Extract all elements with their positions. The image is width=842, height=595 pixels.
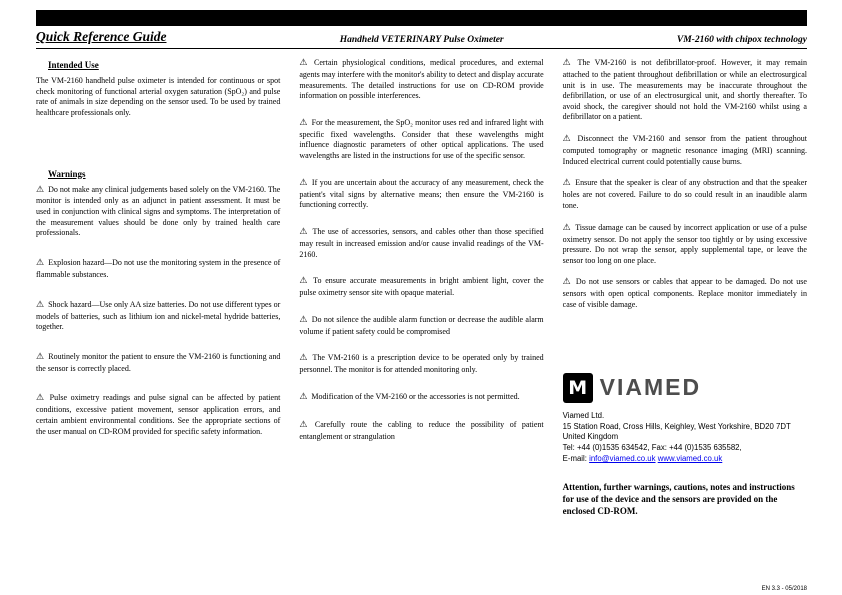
warning-text: Pulse oximetry readings and pulse signal can be affected by patient conditions, excessive patient movement, sensor application errors, and certain ambient environmental conditions. See the appropriate sections of the user manual on CD-ROM provided for specific safety information. [36,393,281,436]
warning-item [299,315,543,338]
warnings-heading: Warnings [48,168,86,179]
warning-item [563,277,807,310]
warning-text: Disconnect the VM-2160 and sensor from the patient throughout computed tomography or magnetic resonance imaging (MRI) scanning. Induced electrical current could potentially cause burns. [562,134,807,166]
warning-icon: ⚠ [299,276,310,287]
warning-item [36,258,280,281]
warning-icon: ⚠ [562,134,574,145]
document-subtitle: Handheld VETERINARY Pulse Oximeter [339,35,504,45]
warning-text: Explosion hazard—Do not use the monitoring system in the presence of flammable substances. [36,257,281,279]
warning-text: Modification of the VM-2160 or the accessories is not permitted. [311,391,520,401]
warning-text: Certain physiological conditions, medical procedures, and external agents may interfere with the monitor's ability to detect and display accurate measurements. The detailed instructions for use on CD-ROM provide information on possible interferences. [299,58,544,101]
warning-icon: ⚠ [299,391,308,402]
warning-text: Do not silence the audible alarm function or decrease the audible alarm volume if patient safety could be compromised [299,314,544,336]
warning-text: For the measurement, the SpO₂ monitor uses red and infrared light with specific fixed wavelengths. Consider that these wavelengths might influence diagnostic parameters of other optical applications. The used wavelengths are listed in the instructions for use of the specific sensor. [299,117,544,161]
warning-icon: ⚠ [36,351,45,362]
warning-text: Tissue damage can be caused by incorrect application or use of a pulse oximetry sensor. Do not apply the sensor too tightly or by using excessive pressure. Do not wrap the sensor, apply supplemental tape, or leave the sensor too long on one place. [562,222,807,265]
warning-icon: ⚠ [36,299,45,310]
warning-icon: ⚠ [562,222,572,233]
company-address-line2: United Kingdom [562,432,619,442]
company-address-line1: 15 Station Road, Cross Hills, Keighley, West Yorkshire, BD20 7DT [562,421,791,431]
warning-text: Carefully route the cabling to reduce the possibility of patient entanglement or strangulation [299,419,544,441]
warning-text: Shock hazard—Use only AA size batteries. Do not use different types or models of batteries, such as lithium ion and nickel-metal hydride batteries, together. [36,299,281,332]
company-name: Viamed Ltd. [562,410,605,420]
warning-item [299,353,543,376]
attention-note: Attention, further warnings, cautions, notes and instructions for use of the device and the sensors are provided on the enclosed CD-ROM. [562,482,795,517]
warning-text: Ensure that the speaker is clear of any obstruction and that the speaker holes are not covered. Failure to do so could result in an inaudible alarm tone. [562,178,807,210]
warning-item [563,134,807,167]
revision-label: EN 3.3 - 05/2018 [761,586,807,592]
content-columns [36,58,807,527]
warning-icon: ⚠ [36,184,45,195]
warning-text: The use of accessories, sensors, and cables other than those specified may result in increased emission and/or cause invalid readings of the VM-2160. [299,226,544,259]
company-contact-block [563,411,807,466]
warning-icon: ⚠ [299,117,308,128]
warning-icon: ⚠ [562,58,574,68]
warning-item [36,185,280,239]
warning-icon: ⚠ [299,419,311,430]
warning-icon: ⚠ [299,226,309,237]
warning-icon: ⚠ [299,177,308,188]
warning-icon: ⚠ [299,353,309,364]
warning-item [299,420,543,443]
warning-text: Do not make any clinical judgements based solely on the VM-2160. The monitor is intended only as an adjunct in patient assessment. It must be used in conjunction with clinical signs and symptoms. The interpretation of the measurement values should be done only by trained health care professionals. [36,184,281,238]
warning-item [36,300,280,333]
website-link[interactable]: www.viamed.co.uk [657,454,723,464]
viamed-logo [563,373,807,403]
company-phone-fax: Tel: +44 (0)1535 634542, Fax: +44 (0)1535 635582, [562,443,742,453]
document-header [36,29,807,49]
column-1 [36,58,280,527]
email-link[interactable]: info@viamed.co.uk [589,454,656,464]
document-title: Quick Reference Guide [36,29,167,44]
page-inner [36,10,807,527]
warning-text: The VM-2160 is not defibrillator-proof. However, it may remain attached to the patient throughout defibrillation or while an electrosurgical unit is in use. The measurements may be inaccurate throughout the defibrillation, or use of an electrosurgical unit, and shortly thereafter. To avoid shock, the caregiver should not hold the VM-2160 whilst using a defibrillator on a patient. [562,58,807,122]
column-3 [563,58,807,527]
intended-use-heading: Intended Use [48,60,99,70]
warning-icon: ⚠ [299,58,311,68]
warning-text: The VM-2160 is a prescription device to be operated only by trained personnel. The monitor is for attended monitoring only. [299,353,544,375]
warning-item [299,392,543,404]
viamed-logo-text: VIAMED [599,374,702,401]
warning-item [563,223,807,267]
warning-item [299,118,543,162]
warning-item [299,227,543,260]
warning-icon: ⚠ [36,257,45,268]
email-label: E-mail: [562,454,587,464]
warning-icon: ⚠ [299,314,308,325]
warning-item [36,352,280,375]
viamed-logo-mark-icon: M [563,373,593,403]
top-black-bar [36,10,807,26]
column-2 [299,58,543,527]
warning-item [299,276,543,299]
device-model: VM-2160 with chipox technology [676,35,807,45]
intended-use-text: The VM-2160 handheld pulse oximeter is intended for continuous or spot check monitoring of functional arterial oxygen saturation (SpO₂) and pulse rate of animals in size depending on the sensor used. To be used by trained healthcare professionals only. [36,76,281,117]
warning-item [36,393,280,437]
warning-text: Routinely monitor the patient to ensure the VM-2160 is functioning and the sensor is correctly placed. [36,351,281,373]
warning-icon: ⚠ [36,393,46,404]
warning-icon: ⚠ [562,178,572,189]
warning-text: Do not use sensors or cables that appear to be damaged. Do not use sensors with open optical components. Replace monitor immediately in case of visible damage. [562,277,807,309]
warning-item [299,178,543,211]
warning-text: To ensure accurate measurements in bright ambient light, cover the pulse oximetry sensor site with opaque material. [299,276,544,298]
company-email-line [563,454,807,465]
warning-icon: ⚠ [562,277,572,288]
warning-item [563,58,807,123]
warning-text: If you are uncertain about the accuracy of any measurement, check the patient's vital signs by alternative means; then ensure the VM-2160 is functioning correctly. [299,177,544,210]
warning-item [563,178,807,211]
warning-item [299,58,543,102]
